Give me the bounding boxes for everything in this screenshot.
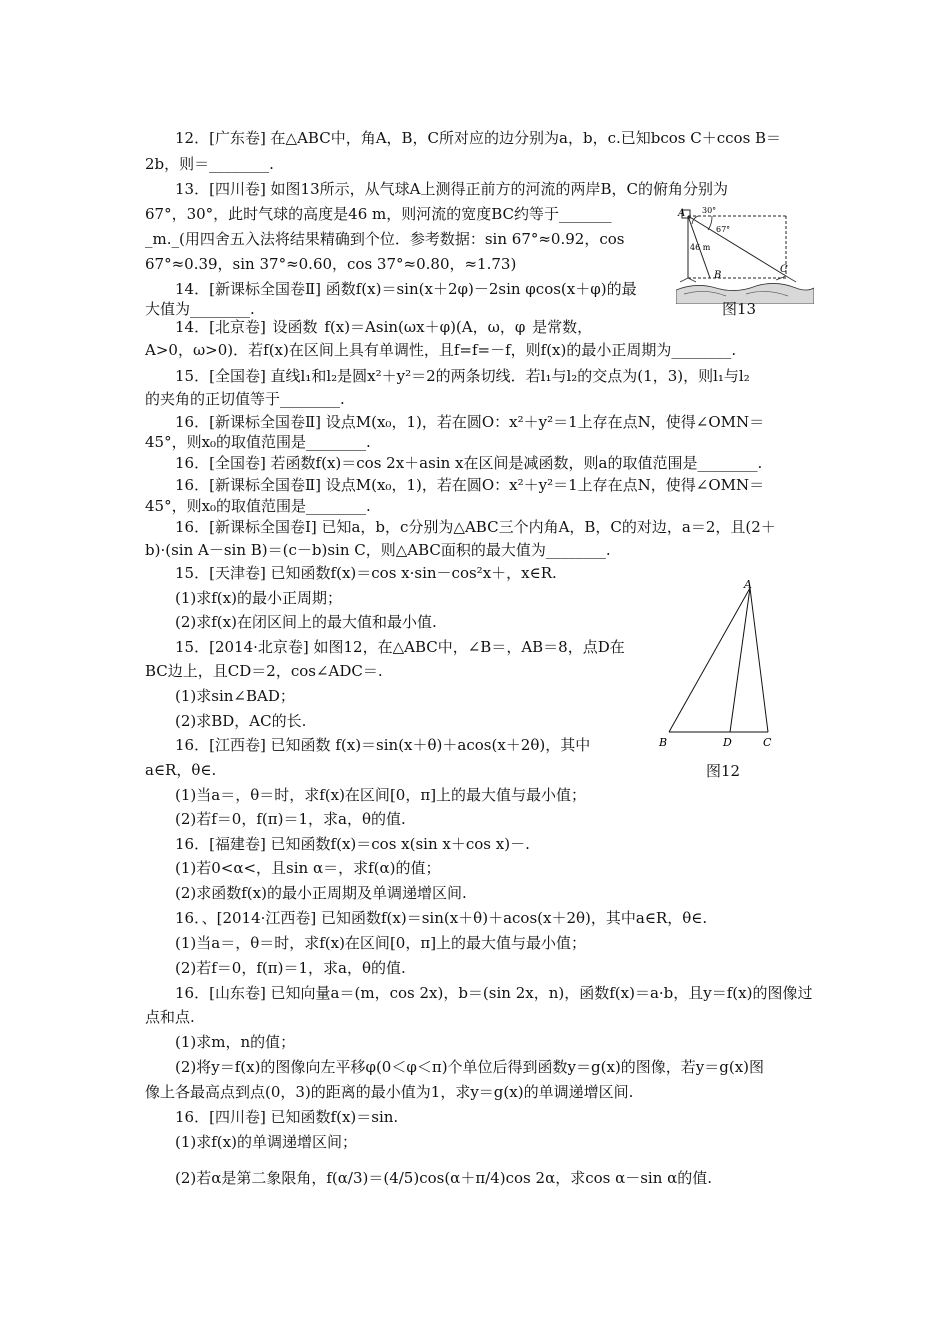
text-line: (2)若f＝0，f(π)＝1，求a，θ的值. xyxy=(175,959,406,977)
point-label-c: C xyxy=(763,736,772,749)
text-line: (2)若f＝0，f(π)＝1，求a，θ的值. xyxy=(175,810,406,828)
text-line: (1)求sin∠BAD； xyxy=(175,687,295,705)
point-label-b: B xyxy=(659,736,668,749)
text-line: 14．[新课标全国卷Ⅱ] 函数f(x)＝sin(x＋2φ)－2sin φcos(x＋φ)的最 xyxy=(175,280,637,298)
text-line: 16．[新课标全国卷Ⅰ] 已知a，b，c分别为△ABC三个内角A，B，C的对边，a＝2，且(2＋ xyxy=(175,518,776,536)
height-label: 46 m xyxy=(690,243,711,252)
point-label-d: D xyxy=(723,736,732,749)
text-line: 16．[福建卷] 已知函数f(x)＝cos x(sin x＋cos x)－. xyxy=(175,835,530,853)
text-line: (2)若α是第二象限角，f(α/3)＝(4/5)cos(α＋π/4)cos 2α，求cos α－sin α的值. xyxy=(175,1169,713,1187)
text-line: 的夹角的正切值等于________. xyxy=(145,390,345,408)
text-line: a∈R，θ∈. xyxy=(145,761,217,779)
text-line: 16．[新课标全国卷Ⅱ] 设点M(x₀，1)，若在圆O：x²＋y²＝1上存在点N，使得∠OMN＝ xyxy=(175,413,765,431)
text-line: (2)求BD，AC的长. xyxy=(175,712,307,730)
text-line: b)·(sin A－sin B)＝(c－b)sin C，则△ABC面积的最大值为________. xyxy=(145,541,611,559)
figure-13-diagram xyxy=(676,204,814,304)
figure-12-diagram xyxy=(655,580,785,750)
text-line: 16．[山东卷] 已知向量a＝(m，cos 2x)，b＝(sin 2x，n)，函数f(x)＝a·b，且y＝f(x)的图像过 xyxy=(175,984,813,1002)
text-line: 大值为________. xyxy=(145,300,255,318)
text-line: 12．[广东卷] 在△ABC中，角A，B，C所对应的边分别为a，b，c.已知bcos C＋ccos B＝ xyxy=(175,129,782,147)
text-line: 67°≈0.39，sin 37°≈0.60，cos 37°≈0.80，≈1.73) xyxy=(145,255,517,273)
text-line: _m._(用四舍五入法将结果精确到个位．参考数据：sin 67°≈0.92，cos xyxy=(145,230,625,248)
text-line: 45°，则x₀的取值范围是________. xyxy=(145,433,371,451)
point-label-b: B xyxy=(714,270,722,281)
text-line: 15．[天津卷] 已知函数f(x)＝cos x·sin－cos²x＋，x∈R. xyxy=(175,564,557,582)
text-line: (1)当a＝，θ＝时，求f(x)在区间[0，π]上的最大值与最小值； xyxy=(175,934,587,952)
text-line: (1)求f(x)的最小正周期； xyxy=(175,589,342,607)
text-line: 14．[北京卷] 设函数 f(x)＝Asin(ωx＋φ)(A，ω，φ 是常数， xyxy=(175,318,593,336)
text-line: 16．、[2014·江西卷] 已知函数f(x)＝sin(x＋θ)＋acos(x＋2θ)，其中a∈R，θ∈. xyxy=(175,909,708,927)
figure-12-caption: 图12 xyxy=(706,762,741,780)
text-line: (1)求f(x)的单调递增区间； xyxy=(175,1133,357,1151)
figure-13-caption: 图13 xyxy=(722,300,757,318)
text-line: (2)将y＝f(x)的图像向左平移φ(0＜φ＜π)个单位后得到函数y＝g(x)的图像，若y＝g(x)图 xyxy=(175,1058,765,1076)
text-line: 点和点. xyxy=(145,1008,195,1026)
text-line: 45°，则x₀的取值范围是________. xyxy=(145,497,371,515)
text-line: 2b，则＝________. xyxy=(145,155,274,173)
text-line: 15．[全国卷] 直线l₁和l₂是圆x²＋y²＝2的两条切线．若l₁与l₂的交点为(1，3)，则l₁与l₂ xyxy=(175,367,750,385)
text-line: 16．[四川卷] 已知函数f(x)＝sin. xyxy=(175,1108,399,1126)
text-line: 13．[四川卷] 如图13所示，从气球A上测得正前方的河流的两岸B，C的俯角分别为 xyxy=(175,180,728,198)
text-line: 16．[新课标全国卷Ⅱ] 设点M(x₀，1)，若在圆O：x²＋y²＝1上存在点N，使得∠OMN＝ xyxy=(175,476,765,494)
text-line: 16．[江西卷] 已知函数 f(x)＝sin(x＋θ)＋acos(x＋2θ)，其中 xyxy=(175,736,591,754)
text-line: (1)求m，n的值； xyxy=(175,1033,296,1051)
text-line: A>0，ω>0)．若f(x)在区间上具有单调性，且f=f=－f，则f(x)的最小正周期为________. xyxy=(145,341,737,359)
text-line: (2)求f(x)在闭区间上的最大值和最小值. xyxy=(175,613,437,631)
text-line: 67°，30°，此时气球的高度是46 m，则河流的宽度BC约等于_______ xyxy=(145,205,612,223)
text-line: BC边上，且CD＝2，cos∠ADC＝. xyxy=(145,662,383,680)
text-line: (1)若0<α<，且sin α＝，求f(α)的值； xyxy=(175,859,441,877)
text-line: 像上各最高点到点(0，3)的距离的最小值为1，求y＝g(x)的单调递增区间. xyxy=(145,1083,634,1101)
point-label-a: A xyxy=(678,208,686,219)
point-label-a: A xyxy=(744,580,752,591)
text-line: 15．[2014·北京卷] 如图12，在△ABC中，∠B＝，AB＝8，点D在 xyxy=(175,638,625,656)
text-line: (1)当a＝，θ＝时，求f(x)在区间[0，π]上的最大值与最小值； xyxy=(175,786,587,804)
text-line: (2)求函数f(x)的最小正周期及单调递增区间. xyxy=(175,884,467,902)
angle-label-30: 30° xyxy=(702,206,717,215)
text-line: 16．[全国卷] 若函数f(x)＝cos 2x＋asin x在区间是减函数，则a的取值范围是________. xyxy=(175,454,763,472)
angle-label-67: 67° xyxy=(716,225,731,234)
point-label-c: C xyxy=(780,264,788,275)
